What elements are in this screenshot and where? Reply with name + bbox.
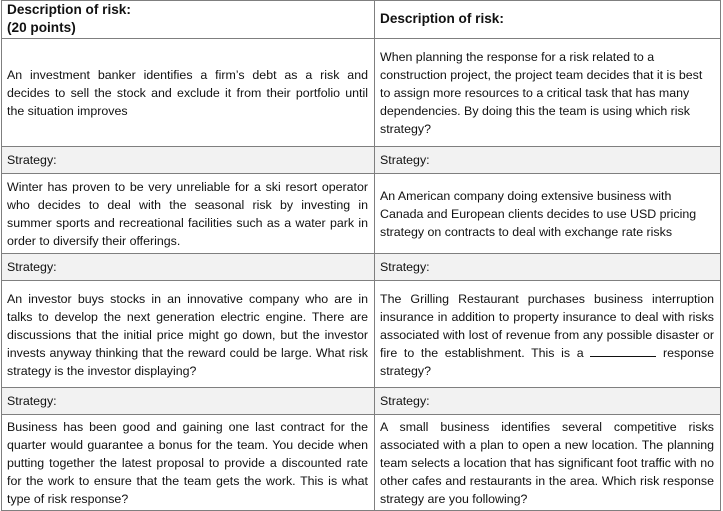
strategy-2-right[interactable]: Strategy: [375, 254, 721, 281]
strategy-3-right[interactable]: Strategy: [375, 388, 721, 415]
risk-description-3-right-tail: response strategy? [380, 345, 714, 378]
strategy-3-left[interactable]: Strategy: [2, 388, 375, 415]
description-row-4 [2, 415, 721, 511]
strategy-row-3 [2, 388, 721, 415]
header-left-title: Description of risk: [7, 2, 131, 17]
description-row-1 [2, 39, 721, 147]
header-left-cell [2, 1, 375, 39]
risk-description-1-right: When planning the response for a risk related to a construction project, the project team decides that it is best to assign more resources to a critical task that has many dependencies. By doing this the team is using which risk strategy? [375, 39, 721, 147]
strategy-2-left[interactable]: Strategy: [2, 254, 375, 281]
strategy-row-1 [2, 147, 721, 174]
strategy-1-right[interactable]: Strategy: [375, 147, 721, 174]
strategy-1-left[interactable]: Strategy: [2, 147, 375, 174]
answer-blank[interactable] [590, 344, 656, 357]
header-right-title: Description of risk: [380, 11, 504, 26]
risk-worksheet-table [1, 0, 721, 511]
risk-description-3-left: An investor buys stocks in an innovative company who are in talks to develop the next generation electric engine. There are discussions that the initial price might go down, but the investor invests anyway thinking that the reward could be large. What risk strategy is the investor displaying? [2, 281, 375, 388]
header-row [2, 1, 721, 39]
header-points: (20 points) [7, 20, 76, 35]
risk-description-3-right-text: The Grilling Restaurant purchases business interruption insurance in addition to property insurance to deal with risks associated with lost of revenue from any possible disaster or fire to the establishment. This is a [380, 291, 714, 360]
risk-description-2-right: An American company doing extensive business with Canada and European clients decides to use USD pricing strategy on contracts to deal with exchange rate risks [375, 174, 721, 254]
risk-description-2-left: Winter has proven to be very unreliable for a ski resort operator who decides to deal with the seasonal risk by investing in summer sports and recreational facilities such as a water park in order to diversify their offerings. [2, 174, 375, 254]
risk-description-3-right [375, 281, 721, 388]
description-row-3 [2, 281, 721, 388]
risk-description-4-left: Business has been good and gaining one last contract for the quarter would guarantee a bonus for the team. You decide when putting together the latest proposal to provide a discounted rate for the work to ensure that the team gets the work. This is what type of risk response? [2, 415, 375, 511]
risk-description-4-right: A small business identifies several competitive risks associated with a plan to open a new location. The planning team selects a location that has significant foot traffic with no other cafes and restaurants in the area. Which risk response strategy are you following? [375, 415, 721, 511]
strategy-row-2 [2, 254, 721, 281]
header-right-cell [375, 1, 721, 39]
description-row-2 [2, 174, 721, 254]
risk-description-1-left: An investment banker identifies a firm’s debt as a risk and decides to sell the stock and exclude it from their portfolio until the situation improves [2, 39, 375, 147]
